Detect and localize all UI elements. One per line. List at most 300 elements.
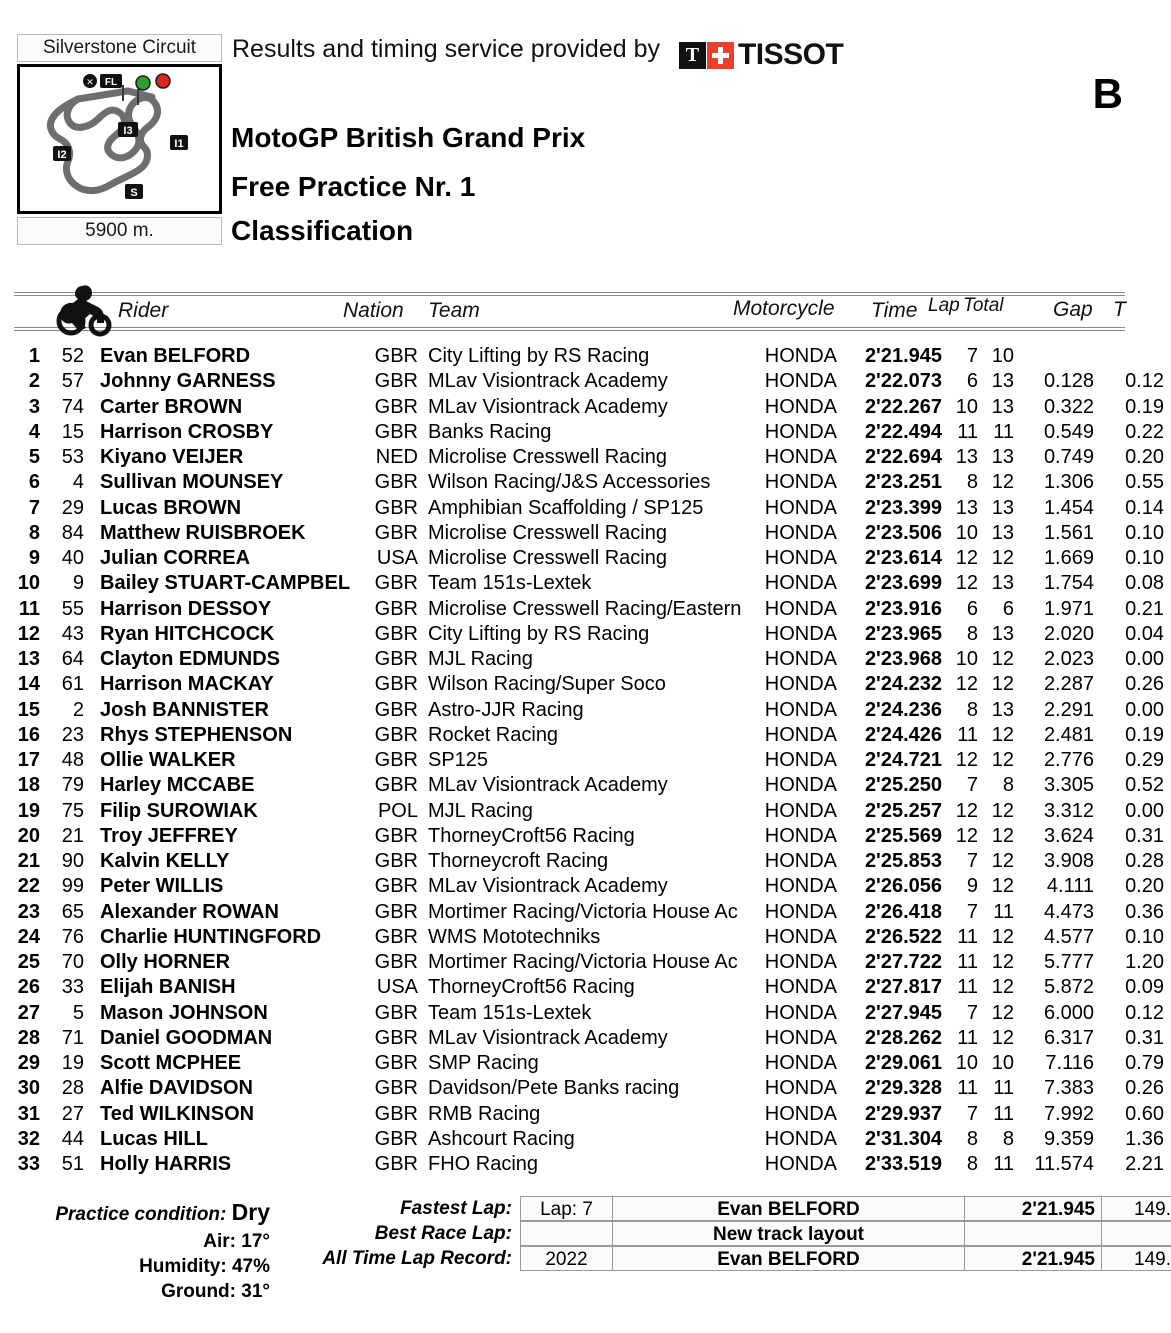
gap-to-previous: 0.12 bbox=[1125, 1001, 1164, 1024]
svg-text:I1: I1 bbox=[174, 138, 184, 150]
row-position: 23 bbox=[17, 900, 40, 923]
rider-nation: GBR bbox=[374, 420, 418, 443]
record-rider: Evan BELFORD bbox=[612, 1196, 964, 1221]
motorcycle-make: HONDA bbox=[764, 1102, 837, 1125]
gap-to-previous: 1.36 bbox=[1125, 1127, 1164, 1150]
total-laps: 13 bbox=[991, 395, 1014, 418]
team-name: MLav Visiontrack Academy bbox=[428, 370, 668, 393]
event-title: MotoGP British Grand Prix bbox=[231, 122, 586, 153]
lap-time: 2'26.056 bbox=[864, 875, 942, 898]
motorcycle-make: HONDA bbox=[764, 496, 837, 519]
motorcycle-make: HONDA bbox=[764, 547, 837, 569]
rider-name: Filip SUROWIAK bbox=[100, 799, 258, 822]
rider-number: 65 bbox=[61, 900, 84, 923]
gap-to-previous: 0.26 bbox=[1125, 673, 1164, 696]
rider-number: 61 bbox=[61, 673, 84, 696]
tissot-t-mark-icon: T bbox=[679, 42, 706, 69]
col-header-gap: Gap bbox=[1053, 298, 1093, 321]
motorcycle-make: HONDA bbox=[764, 698, 837, 721]
lap-time: 2'27.817 bbox=[864, 976, 942, 999]
gap-to-leader: 7.992 bbox=[1043, 1102, 1094, 1125]
rider-nation: GBR bbox=[374, 850, 418, 872]
lap-time: 2'33.519 bbox=[864, 1153, 942, 1175]
team-name: Team 151s-Lextek bbox=[428, 572, 592, 595]
rider-number: 74 bbox=[61, 395, 84, 418]
practice-condition-row bbox=[0, 1198, 270, 1229]
rider-nation: GBR bbox=[374, 572, 418, 595]
rider-nation: GBR bbox=[374, 1052, 418, 1074]
gap-to-leader: 5.872 bbox=[1043, 976, 1094, 999]
rider-name: Bailey STUART-CAMPBEL bbox=[100, 572, 351, 595]
team-name: Microlise Cresswell Racing bbox=[428, 521, 667, 544]
lap-time: 2'24.236 bbox=[864, 698, 942, 721]
rider-name: Troy JEFFREY bbox=[100, 824, 238, 847]
gap-to-leader: 1.669 bbox=[1043, 547, 1094, 569]
col-header-tprev: T bbox=[1113, 298, 1126, 321]
gap-to-leader: 4.111 bbox=[1046, 875, 1094, 898]
gap-to-previous: 0.04 bbox=[1125, 622, 1164, 645]
gap-to-previous: 1.20 bbox=[1125, 951, 1164, 973]
record-row bbox=[318, 1246, 1171, 1271]
rider-number: 5 bbox=[72, 1001, 84, 1024]
gap-to-leader: 2.481 bbox=[1043, 723, 1094, 746]
best-lap-number: 7 bbox=[966, 850, 978, 872]
row-position: 4 bbox=[28, 420, 40, 443]
row-position: 11 bbox=[18, 597, 40, 620]
gap-to-previous: 0.10 bbox=[1125, 521, 1164, 544]
rider-name: Evan BELFORD bbox=[100, 345, 251, 367]
motorcycle-make: HONDA bbox=[764, 900, 837, 923]
rider-name: Harley MCCABE bbox=[100, 774, 255, 797]
table-row[interactable] bbox=[0, 470, 1164, 495]
table-row[interactable] bbox=[0, 1152, 1164, 1177]
record-label: Best Race Lap: bbox=[374, 1223, 512, 1244]
gap-to-previous: 0.10 bbox=[1125, 925, 1164, 948]
row-position: 28 bbox=[17, 1026, 40, 1049]
best-lap-number: 11 bbox=[957, 976, 978, 999]
best-lap-number: 10 bbox=[955, 521, 978, 544]
team-name: MJL Racing bbox=[428, 648, 533, 670]
best-lap-number: 11 bbox=[957, 951, 978, 973]
table-row[interactable] bbox=[0, 571, 1164, 596]
gap-to-previous: 0.31 bbox=[1125, 824, 1164, 847]
tissot-wordmark: TISSOT bbox=[737, 38, 844, 72]
lap-time: 2'23.251 bbox=[864, 471, 942, 494]
gap-to-previous: 2.21 bbox=[1125, 1153, 1164, 1175]
motorcycle-rider-icon bbox=[52, 281, 114, 339]
team-name: RMB Racing bbox=[428, 1102, 541, 1125]
rider-number: 48 bbox=[61, 749, 84, 771]
gap-to-leader: 3.305 bbox=[1043, 774, 1094, 797]
circuit-length: 5900 m. bbox=[17, 217, 222, 245]
gap-to-previous: 0.79 bbox=[1125, 1052, 1164, 1074]
col-header-total: Total bbox=[963, 295, 1004, 316]
table-row[interactable] bbox=[0, 799, 1164, 824]
rider-number: 28 bbox=[61, 1077, 84, 1100]
total-laps: 12 bbox=[991, 1001, 1014, 1024]
rider-number: 70 bbox=[61, 951, 84, 973]
lap-time: 2'27.945 bbox=[864, 1001, 942, 1024]
team-name: City Lifting by RS Racing bbox=[428, 345, 650, 367]
table-row[interactable] bbox=[0, 1026, 1164, 1051]
rider-nation: GBR bbox=[374, 824, 418, 847]
table-row[interactable] bbox=[0, 950, 1164, 975]
rider-number: 44 bbox=[61, 1127, 84, 1150]
rider-nation: GBR bbox=[374, 345, 418, 367]
lap-time: 2'22.694 bbox=[864, 446, 942, 468]
team-name: WMS Mototechniks bbox=[428, 925, 601, 948]
results-table-body bbox=[0, 344, 1164, 1177]
rider-nation: GBR bbox=[374, 471, 418, 494]
gap-to-leader: 1.454 bbox=[1043, 496, 1094, 519]
table-row[interactable] bbox=[0, 369, 1164, 394]
rider-nation: GBR bbox=[374, 622, 418, 645]
rider-number: 76 bbox=[61, 925, 84, 948]
classification-label: Classification bbox=[231, 215, 414, 246]
rider-number: 52 bbox=[61, 345, 84, 367]
rider-number: 51 bbox=[61, 1153, 84, 1175]
corner-letter: B bbox=[1092, 70, 1123, 117]
gap-to-leader: 2.291 bbox=[1043, 698, 1094, 721]
rider-nation: GBR bbox=[374, 925, 418, 948]
record-time: 2'21.945 bbox=[964, 1196, 1101, 1221]
total-laps: 13 bbox=[991, 572, 1014, 595]
circuit-name: Silverstone Circuit bbox=[17, 34, 222, 62]
total-laps: 10 bbox=[991, 345, 1014, 367]
col-header-nation: Nation bbox=[343, 299, 404, 322]
lap-time: 2'25.257 bbox=[864, 799, 942, 822]
motorcycle-make: HONDA bbox=[764, 1001, 837, 1024]
team-name: MLav Visiontrack Academy bbox=[428, 875, 668, 898]
row-position: 2 bbox=[28, 370, 40, 393]
row-position: 16 bbox=[17, 723, 40, 746]
session-name: Free Practice Nr. 1 bbox=[231, 171, 476, 202]
row-position: 3 bbox=[28, 395, 40, 418]
motorcycle-make: HONDA bbox=[764, 824, 837, 847]
gap-to-previous: 0.19 bbox=[1125, 395, 1164, 418]
table-row[interactable] bbox=[0, 824, 1164, 849]
table-row[interactable] bbox=[0, 420, 1164, 445]
lap-time: 2'22.267 bbox=[864, 395, 942, 418]
circuit-layout-icon bbox=[20, 67, 219, 211]
rider-name: Lucas BROWN bbox=[100, 496, 242, 519]
rider-number: 71 bbox=[61, 1026, 84, 1049]
gap-to-previous: 0.14 bbox=[1125, 496, 1164, 519]
best-lap-number: 13 bbox=[955, 496, 978, 519]
record-row bbox=[318, 1221, 1125, 1246]
gap-to-previous: 0.36 bbox=[1125, 900, 1164, 923]
gap-to-leader: 2.020 bbox=[1043, 622, 1094, 645]
rider-nation: GBR bbox=[374, 698, 418, 721]
table-row[interactable] bbox=[0, 900, 1164, 925]
rider-number: 75 bbox=[61, 799, 84, 822]
table-row[interactable] bbox=[0, 344, 1125, 369]
rider-nation: POL bbox=[377, 799, 418, 822]
record-speed: 149. bbox=[1101, 1196, 1171, 1221]
table-row[interactable] bbox=[0, 622, 1164, 647]
rider-nation: GBR bbox=[374, 648, 418, 670]
team-name: MLav Visiontrack Academy bbox=[428, 774, 668, 797]
rider-name: Olly HORNER bbox=[100, 951, 231, 973]
gap-to-leader: 9.359 bbox=[1043, 1127, 1094, 1150]
gap-to-leader: 1.561 bbox=[1043, 521, 1094, 544]
team-name: ThorneyCroft56 Racing bbox=[428, 976, 635, 999]
team-name: MLav Visiontrack Academy bbox=[428, 395, 668, 418]
record-rider: Evan BELFORD bbox=[612, 1246, 964, 1271]
motorcycle-make: HONDA bbox=[764, 370, 837, 393]
gap-to-leader: 7.116 bbox=[1045, 1052, 1094, 1074]
gap-to-previous: 0.00 bbox=[1125, 799, 1164, 822]
rider-nation: GBR bbox=[374, 673, 418, 696]
best-lap-number: 13 bbox=[955, 446, 978, 468]
total-laps: 13 bbox=[991, 521, 1014, 544]
team-name: Microlise Cresswell Racing bbox=[428, 446, 667, 468]
table-row[interactable] bbox=[0, 925, 1164, 950]
table-row[interactable] bbox=[0, 521, 1164, 546]
lap-time: 2'23.506 bbox=[864, 521, 942, 544]
table-row[interactable] bbox=[0, 773, 1164, 798]
best-lap-number: 10 bbox=[955, 648, 978, 670]
rider-number: 27 bbox=[61, 1102, 84, 1125]
gap-to-leader: 7.383 bbox=[1043, 1077, 1094, 1100]
total-laps: 10 bbox=[991, 1052, 1014, 1074]
lap-time: 2'23.968 bbox=[864, 648, 942, 670]
best-lap-number: 12 bbox=[955, 547, 978, 569]
total-laps: 11 bbox=[993, 1153, 1014, 1175]
table-row[interactable] bbox=[0, 395, 1164, 420]
gap-to-previous: 0.00 bbox=[1125, 648, 1164, 670]
best-lap-number: 11 bbox=[957, 1077, 978, 1100]
team-name: SMP Racing bbox=[428, 1052, 539, 1074]
rider-name: Rhys STEPHENSON bbox=[100, 723, 293, 746]
gap-to-previous: 0.29 bbox=[1125, 749, 1164, 771]
motorcycle-make: HONDA bbox=[764, 749, 837, 771]
svg-text:S: S bbox=[130, 187, 138, 199]
motorcycle-make: HONDA bbox=[764, 648, 837, 670]
table-row[interactable] bbox=[0, 1051, 1164, 1076]
record-time: 2'21.945 bbox=[964, 1246, 1101, 1271]
row-position: 22 bbox=[17, 875, 40, 898]
lap-time: 2'23.916 bbox=[864, 597, 942, 620]
total-laps: 12 bbox=[991, 799, 1014, 822]
gap-to-previous: 0.21 bbox=[1125, 597, 1164, 620]
rider-name: Harrison CROSBY bbox=[100, 420, 274, 443]
record-time bbox=[964, 1221, 1101, 1246]
table-row[interactable] bbox=[0, 698, 1164, 723]
total-laps: 13 bbox=[991, 446, 1014, 468]
best-lap-number: 8 bbox=[966, 698, 978, 721]
rider-nation: GBR bbox=[374, 1153, 418, 1175]
table-row[interactable] bbox=[0, 723, 1164, 748]
gap-to-leader: 2.023 bbox=[1043, 648, 1094, 670]
lap-time: 2'29.937 bbox=[864, 1102, 942, 1125]
row-position: 12 bbox=[17, 622, 40, 645]
table-row[interactable] bbox=[0, 496, 1164, 521]
rider-number: 19 bbox=[61, 1052, 84, 1074]
rider-name: Kiyano VEIJER bbox=[100, 446, 244, 468]
rider-nation: GBR bbox=[374, 1102, 418, 1125]
motorcycle-make: HONDA bbox=[764, 925, 837, 948]
motorcycle-make: HONDA bbox=[764, 1077, 837, 1100]
team-name: City Lifting by RS Racing bbox=[428, 622, 650, 645]
total-laps: 8 bbox=[1002, 774, 1014, 797]
rider-nation: GBR bbox=[374, 1077, 418, 1100]
record-speed: 149. bbox=[1101, 1246, 1171, 1271]
best-lap-number: 10 bbox=[955, 1052, 978, 1074]
motorcycle-make: HONDA bbox=[764, 597, 837, 620]
row-position: 10 bbox=[17, 572, 40, 595]
rider-name: Lucas HILL bbox=[100, 1127, 208, 1150]
rider-name: Scott MCPHEE bbox=[100, 1052, 242, 1074]
rider-number: 64 bbox=[61, 648, 84, 670]
motorcycle-make: HONDA bbox=[764, 622, 837, 645]
lap-time: 2'29.328 bbox=[864, 1077, 942, 1100]
tissot-logo bbox=[679, 38, 843, 72]
team-name: Thorneycroft Racing bbox=[428, 850, 609, 872]
row-position: 27 bbox=[17, 1001, 40, 1024]
best-lap-number: 7 bbox=[966, 774, 978, 797]
gap-to-previous: 0.12 bbox=[1125, 370, 1164, 393]
motorcycle-make: HONDA bbox=[764, 521, 837, 544]
gap-to-previous: 0.20 bbox=[1125, 875, 1164, 898]
row-position: 30 bbox=[17, 1077, 40, 1100]
lap-time: 2'27.722 bbox=[864, 951, 942, 973]
row-position: 24 bbox=[17, 925, 40, 948]
rider-nation: GBR bbox=[374, 951, 418, 973]
rider-nation: GBR bbox=[374, 774, 418, 797]
table-row[interactable] bbox=[0, 975, 1164, 1000]
rider-number: 21 bbox=[61, 824, 84, 847]
total-laps: 11 bbox=[993, 900, 1014, 923]
timing-provider-line bbox=[232, 35, 843, 72]
gap-to-leader: 2.776 bbox=[1043, 749, 1094, 771]
team-name: FHO Racing bbox=[428, 1153, 539, 1175]
rider-number: 57 bbox=[61, 370, 84, 393]
lap-time: 2'25.853 bbox=[864, 850, 942, 872]
best-lap-number: 12 bbox=[955, 572, 978, 595]
circuit-info-block bbox=[17, 34, 222, 245]
table-row[interactable] bbox=[0, 1001, 1164, 1026]
rider-nation: GBR bbox=[374, 395, 418, 418]
table-row[interactable] bbox=[0, 849, 1164, 874]
rider-name: Ryan HITCHCOCK bbox=[100, 622, 275, 645]
team-name: ThorneyCroft56 Racing bbox=[428, 824, 635, 847]
motorcycle-make: HONDA bbox=[764, 774, 837, 797]
rider-nation: NED bbox=[375, 446, 418, 468]
col-header-team: Team bbox=[428, 299, 480, 322]
table-row[interactable] bbox=[0, 597, 1164, 622]
rider-name: Harrison MACKAY bbox=[100, 673, 274, 696]
rider-number: 90 bbox=[61, 850, 84, 872]
motorcycle-make: HONDA bbox=[764, 345, 837, 367]
rider-name: Clayton EDMUNDS bbox=[100, 648, 281, 670]
best-lap-number: 12 bbox=[955, 824, 978, 847]
gap-to-leader: 1.754 bbox=[1043, 572, 1094, 595]
row-position: 15 bbox=[17, 698, 40, 721]
team-name: Rocket Racing bbox=[428, 723, 559, 746]
lap-time: 2'24.721 bbox=[864, 749, 942, 771]
best-lap-number: 6 bbox=[966, 597, 978, 620]
row-position: 32 bbox=[17, 1127, 40, 1150]
rider-name: Mason JOHNSON bbox=[100, 1001, 268, 1024]
rider-name: Carter BROWN bbox=[100, 395, 243, 418]
table-row[interactable] bbox=[0, 1076, 1164, 1101]
rider-nation: GBR bbox=[374, 1026, 418, 1049]
table-row[interactable] bbox=[0, 874, 1164, 899]
team-name: Mortimer Racing/Victoria House Ac bbox=[428, 951, 738, 973]
table-row[interactable] bbox=[0, 647, 1164, 672]
motorcycle-make: HONDA bbox=[764, 723, 837, 746]
best-lap-number: 7 bbox=[966, 900, 978, 923]
gap-to-previous: 0.08 bbox=[1125, 572, 1164, 595]
gap-to-previous: 0.20 bbox=[1125, 446, 1164, 468]
best-lap-number: 12 bbox=[955, 799, 978, 822]
rider-name: Holly HARRIS bbox=[100, 1153, 232, 1175]
svg-text:I3: I3 bbox=[123, 125, 133, 137]
rider-name: Matthew RUISBROEK bbox=[100, 521, 306, 544]
team-name: Davidson/Pete Banks racing bbox=[428, 1077, 680, 1100]
table-row[interactable] bbox=[0, 546, 1164, 571]
table-row[interactable] bbox=[0, 1102, 1164, 1127]
team-name: Ashcourt Racing bbox=[428, 1127, 575, 1150]
motorcycle-make: HONDA bbox=[764, 799, 837, 822]
total-laps: 11 bbox=[993, 1102, 1014, 1125]
motorcycle-make: HONDA bbox=[764, 1127, 837, 1150]
total-laps: 13 bbox=[991, 622, 1014, 645]
gap-to-previous: 0.22 bbox=[1125, 420, 1164, 443]
row-position: 18 bbox=[17, 774, 40, 797]
table-row[interactable] bbox=[0, 445, 1164, 470]
motorcycle-make: HONDA bbox=[764, 673, 837, 696]
rider-nation: GBR bbox=[374, 370, 418, 393]
rider-nation: GBR bbox=[374, 875, 418, 898]
lap-time: 2'26.522 bbox=[864, 925, 942, 948]
record-label: Fastest Lap: bbox=[400, 1198, 512, 1219]
gap-to-leader: 1.971 bbox=[1043, 597, 1094, 620]
motorcycle-make: HONDA bbox=[764, 875, 837, 898]
best-lap-number: 11 bbox=[957, 1026, 978, 1049]
team-name: SP125 bbox=[428, 749, 489, 771]
total-laps: 12 bbox=[991, 723, 1014, 746]
motorcycle-make: HONDA bbox=[764, 572, 837, 595]
gap-to-previous: 0.19 bbox=[1125, 723, 1164, 746]
rider-name: Ollie WALKER bbox=[100, 749, 236, 771]
rider-name: Alexander ROWAN bbox=[100, 900, 279, 923]
total-laps: 13 bbox=[991, 698, 1014, 721]
total-laps: 8 bbox=[1002, 1127, 1014, 1150]
motorcycle-make: HONDA bbox=[764, 1026, 837, 1049]
record-rider: New track layout bbox=[612, 1221, 964, 1246]
svg-text:FL: FL bbox=[104, 77, 118, 88]
rider-nation: GBR bbox=[374, 723, 418, 746]
rider-name: Josh BANNISTER bbox=[100, 698, 269, 721]
rider-nation: GBR bbox=[374, 749, 418, 771]
table-row[interactable] bbox=[0, 748, 1164, 773]
gap-to-previous: 0.55 bbox=[1125, 471, 1164, 494]
team-name: Mortimer Racing/Victoria House Ac bbox=[428, 900, 738, 923]
gap-to-leader: 2.287 bbox=[1043, 673, 1094, 696]
table-row[interactable] bbox=[0, 1127, 1164, 1152]
rider-nation: GBR bbox=[374, 900, 418, 923]
gap-to-previous: 0.26 bbox=[1125, 1077, 1164, 1100]
table-row[interactable] bbox=[0, 672, 1164, 697]
record-row bbox=[318, 1196, 1171, 1221]
rider-nation: USA bbox=[376, 976, 418, 999]
motorcycle-make: HONDA bbox=[764, 976, 837, 999]
lap-time: 2'28.262 bbox=[864, 1026, 942, 1049]
row-position: 31 bbox=[17, 1102, 40, 1125]
team-name: Microlise Cresswell Racing/Eastern bbox=[428, 597, 742, 620]
